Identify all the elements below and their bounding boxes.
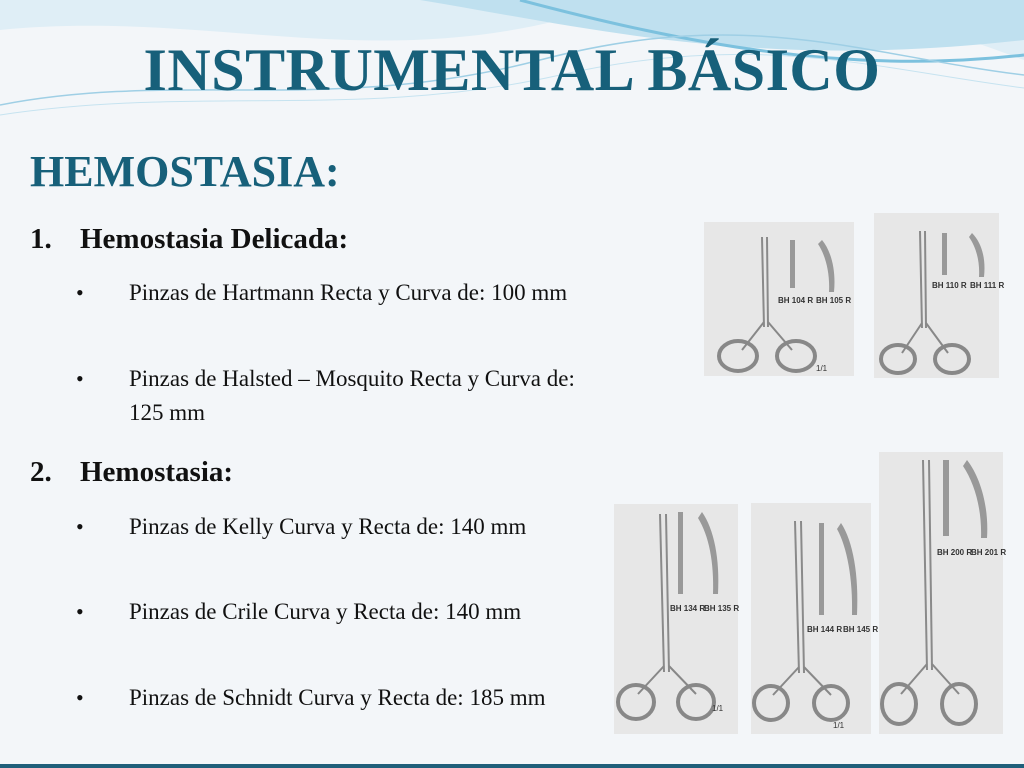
slide-title: INSTRUMENTAL BÁSICO bbox=[143, 37, 881, 103]
catalog-code-label: BH 105 R bbox=[816, 296, 852, 305]
section-heading-2 bbox=[30, 452, 233, 492]
scale-label: 1/1 bbox=[816, 364, 828, 373]
forceps-image-schnidt bbox=[879, 452, 1007, 734]
bullet-marker: • bbox=[76, 366, 84, 391]
bullet-marker: • bbox=[76, 280, 84, 305]
section-number: 2. bbox=[30, 456, 52, 488]
scale-label: 1/1 bbox=[712, 704, 724, 713]
bullet-marker: • bbox=[76, 514, 84, 539]
list-item-text: Pinzas de Hartmann Recta y Curva de: 100 mm bbox=[129, 280, 568, 305]
list-item-text: Pinzas de Crile Curva y Recta de: 140 mm bbox=[129, 599, 522, 624]
forceps-image-crile bbox=[751, 503, 879, 734]
section-heading-text: Hemostasia: bbox=[80, 456, 234, 488]
catalog-code-label: BH 104 R bbox=[778, 296, 814, 305]
slide-subtitle: HEMOSTASIA: bbox=[30, 147, 340, 196]
list-item-text: Pinzas de Halsted – Mosquito Recta y Curva de: 125 mm bbox=[129, 366, 575, 425]
catalog-code-label: BH 144 R bbox=[807, 625, 843, 634]
catalog-code-label: BH 134 R bbox=[670, 604, 706, 613]
footer-divider bbox=[0, 764, 1024, 768]
catalog-code-label: BH 135 R bbox=[704, 604, 740, 613]
bullet-marker: • bbox=[76, 599, 84, 624]
catalog-code-label: BH 111 R bbox=[970, 281, 1005, 290]
scale-label: 1/1 bbox=[833, 721, 845, 730]
list-item-text: Pinzas de Kelly Curva y Recta de: 140 mm bbox=[129, 514, 527, 539]
list-item-text: Pinzas de Schnidt Curva y Recta de: 185 mm bbox=[129, 685, 546, 710]
section-heading-1 bbox=[30, 219, 348, 259]
forceps-image-hartmann bbox=[704, 222, 854, 376]
catalog-code-label: BH 145 R bbox=[843, 625, 879, 634]
forceps-image-halsted-mosquito bbox=[874, 213, 1005, 378]
catalog-code-label: BH 201 R bbox=[971, 548, 1007, 557]
forceps-image-kelly bbox=[614, 504, 738, 734]
bullet-marker: • bbox=[76, 685, 84, 710]
catalog-code-label: BH 200 R bbox=[937, 548, 973, 557]
section-number: 1. bbox=[30, 223, 52, 255]
catalog-code-label: BH 110 R bbox=[932, 281, 967, 290]
section-heading-text: Hemostasia Delicada: bbox=[80, 223, 349, 255]
